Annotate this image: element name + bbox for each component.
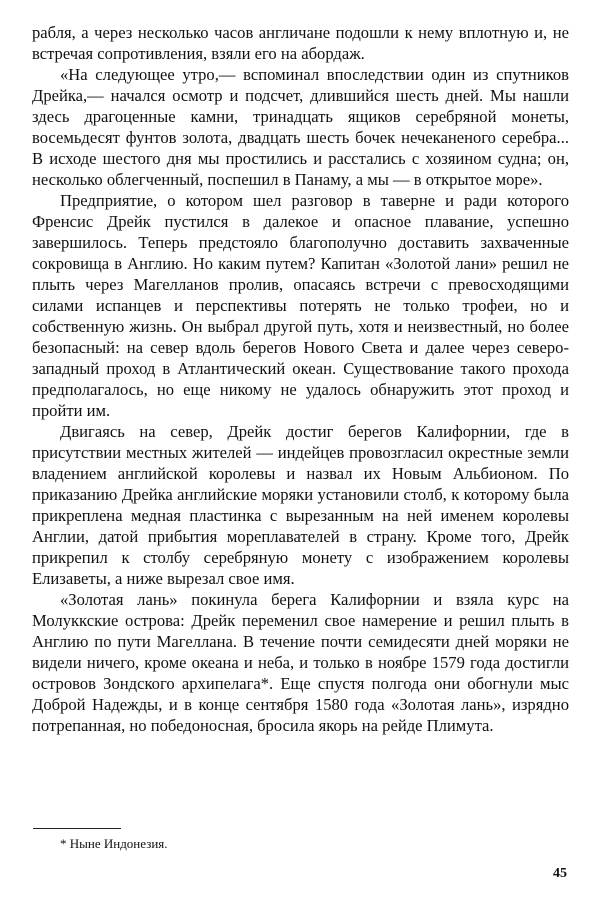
footnote: * Ныне Индонезия.: [60, 836, 168, 851]
paragraph-5: «Золотая лань» покинула берега Калифорнии и взяла курс на Молуккские острова: Дрейк переменил свое намерение и решил плыть в Англию по пути Магеллана. В течение почти семидесяти дней моряки не видели ничего, кроме океана и неба, и только в ноябре 1579 года достигли островов Зондского архипелага*. Еще спустя полгода они обогнули мыс Доброй Надежды, и в конце сентября 1580 года «Золотая лань», изрядно потрепанная, но победоносная, бросила якорь на рейде Плимута.: [32, 590, 569, 735]
footnote-divider: [33, 828, 121, 829]
paragraph-4: Двигаясь на север, Дрейк достиг берегов Калифорнии, где в присутствии местных жителей — индейцев провозгласил окрестные земли владением английской королевы и назвал их Новым Альбионом. По приказанию Дрейка английские моряки установили столб, к которому была прикреплена медная пластинка с вырезанным на ней именем королевы Англии, датой прибытия мореплавателей в страну. Кроме того, Дрейк прикрепил к столбу серебряную монету с изображением королевы Елизаветы, а ниже вырезал свое имя.: [32, 422, 569, 588]
page-body: [32, 22, 569, 736]
paragraph-2: «На следующее утро,— вспоминал впоследствии один из спутников Дрейка,— начался осмотр и подсчет, длившийся шесть дней. Мы нашли здесь драгоценные камни, тринадцать ящиков серебряной монеты, восемьдесят фунтов золота, двадцать шесть бочек нечеканеного серебра... В исходе шестого дня мы простились и расстались с хозяином судна; он, несколько облегченный, поспешил в Панаму, а мы — в открытое море».: [32, 65, 569, 189]
page-number: 45: [553, 866, 567, 881]
paragraph-3: Предприятие, о котором шел разговор в таверне и ради которого Френсис Дрейк пустился в далекое и опасное плавание, успешно завершилось. Теперь предстояло благополучно доставить захваченные сокровища в Англию. Но каким путем? Капитан «Золотой лани» решил не плыть через Магелланов пролив, опасаясь встречи с превосходящими силами испанцев и перспективы потерять не только трофеи, но и собственную жизнь. Он выбрал другой путь, хотя и неизвестный, но более безопасный: на север вдоль берегов Нового Света и далее через северо-западный проход в Атлантический океан. Существование такого прохода предполагалось, но еще никому не удалось обнаружить этот проход и пройти им.: [32, 191, 569, 420]
paragraph-1: рабля, а через несколько часов англичане подошли к нему вплотную и, не встречая сопротивления, взяли его на абордаж.: [32, 23, 569, 63]
